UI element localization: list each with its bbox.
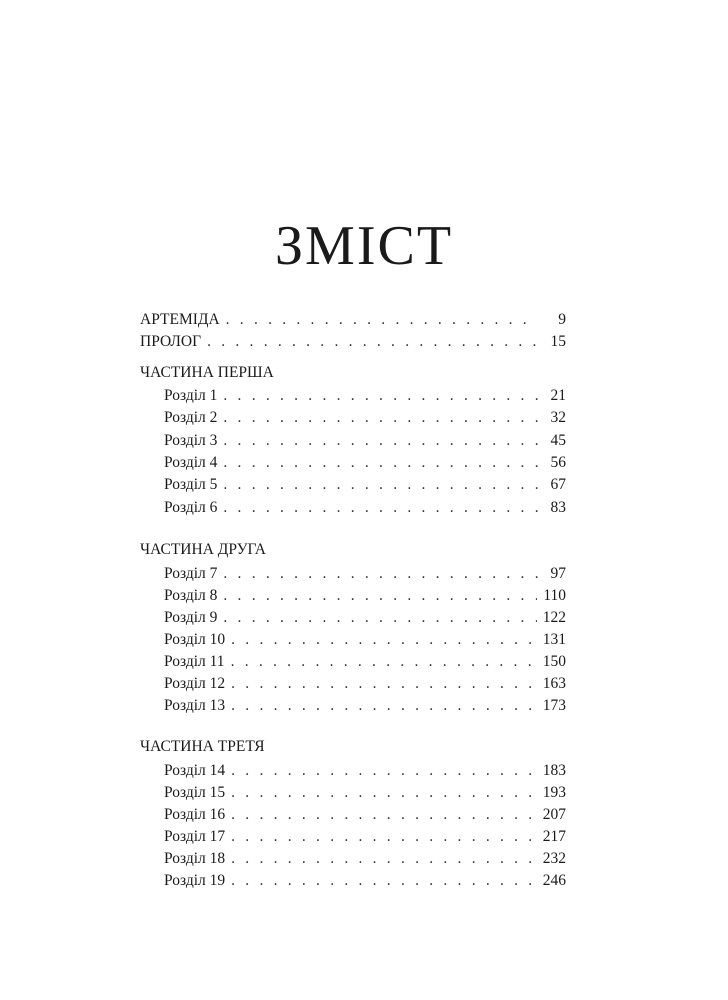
toc-entry-chapter-2[interactable] — [140, 407, 566, 429]
toc-entry-label: Розділ 6 — [164, 499, 218, 516]
toc-entry-label: Розділ 11 — [164, 653, 225, 670]
toc-entry-page: 45 — [550, 432, 566, 449]
dot-leader — [223, 563, 538, 585]
part-heading-3[interactable]: ЧАСТИНА ТРЕТЯ — [140, 738, 265, 755]
toc-entry-chapter-5[interactable] — [140, 474, 566, 496]
toc-entry-chapter-19[interactable] — [140, 870, 566, 892]
toc-entry-page: 150 — [542, 653, 566, 670]
dot-leader — [231, 673, 537, 695]
dot-leader — [231, 760, 537, 782]
toc-entry-label: Розділ 8 — [164, 587, 218, 604]
toc-entry-page: 183 — [542, 762, 566, 779]
toc-entry-page: 110 — [543, 587, 566, 604]
toc-entry-artemis[interactable] — [140, 309, 566, 331]
toc-entry-page: 232 — [542, 850, 566, 867]
toc-entry-label: Розділ 12 — [164, 675, 226, 692]
toc-entry-chapter-12[interactable] — [140, 673, 566, 695]
dot-leader — [223, 607, 536, 629]
dot-leader — [231, 651, 537, 673]
toc-entry-label: ПРОЛОГ — [140, 333, 202, 350]
toc-entry-page: 32 — [550, 409, 566, 426]
toc-entry-label: Розділ 17 — [164, 828, 226, 845]
toc-entry-chapter-3[interactable] — [140, 430, 566, 452]
toc-entry-label: Розділ 13 — [164, 697, 226, 714]
toc-entry-page: 15 — [550, 333, 566, 350]
dot-leader — [231, 848, 537, 870]
dot-leader — [231, 629, 537, 651]
toc-entry-chapter-18[interactable] — [140, 848, 566, 870]
toc-entry-chapter-14[interactable] — [140, 760, 566, 782]
toc-entry-label: Розділ 16 — [164, 806, 226, 823]
toc-entry-chapter-9[interactable] — [140, 607, 566, 629]
toc-entry-label: Розділ 15 — [164, 784, 226, 801]
dot-leader — [231, 695, 537, 717]
toc-entry-page: 217 — [542, 828, 566, 845]
dot-leader — [231, 782, 537, 804]
toc-entry-chapter-17[interactable] — [140, 826, 566, 848]
toc-entry-chapter-10[interactable] — [140, 629, 566, 651]
toc-entry-chapter-1[interactable] — [140, 385, 566, 407]
toc-entry-prologue[interactable] — [140, 331, 566, 353]
toc-entry-label: Розділ 18 — [164, 850, 226, 867]
toc-entry-label: Розділ 4 — [164, 454, 218, 471]
dot-leader — [223, 430, 538, 452]
toc-entry-label: Розділ 1 — [164, 387, 218, 404]
dot-leader — [231, 826, 537, 848]
part-heading-1[interactable]: ЧАСТИНА ПЕРША — [140, 364, 274, 381]
dot-leader — [223, 452, 538, 474]
dot-leader — [223, 385, 538, 407]
toc-entry-page: 131 — [542, 631, 566, 648]
toc-entry-page: 173 — [542, 697, 566, 714]
dot-leader — [223, 474, 538, 496]
toc-entry-chapter-4[interactable] — [140, 452, 566, 474]
toc-entry-label: Розділ 3 — [164, 432, 218, 449]
toc-entry-chapter-11[interactable] — [140, 651, 566, 673]
toc-entry-chapter-13[interactable] — [140, 695, 566, 717]
toc-entry-page: 9 — [558, 311, 566, 328]
toc-entry-label: Розділ 2 — [164, 409, 218, 426]
page-title: ЗМІСТ — [274, 215, 454, 277]
toc-entry-chapter-15[interactable] — [140, 782, 566, 804]
toc-entry-page: 122 — [542, 609, 566, 626]
toc-entry-page: 163 — [542, 675, 566, 692]
dot-leader — [207, 331, 538, 353]
toc-entry-label: Розділ 10 — [164, 631, 226, 648]
toc-entry-page: 246 — [542, 872, 566, 889]
toc-entry-label: Розділ 7 — [164, 565, 218, 582]
toc-entry-chapter-7[interactable] — [140, 563, 566, 585]
dot-leader — [223, 497, 538, 519]
toc-entry-label: Розділ 19 — [164, 872, 226, 889]
toc-entry-label: Розділ 9 — [164, 609, 218, 626]
toc-entry-page: 207 — [542, 806, 566, 823]
toc-entry-label: АРТЕМІДА — [140, 311, 220, 328]
toc-entry-chapter-16[interactable] — [140, 804, 566, 826]
toc-entry-page: 83 — [550, 499, 566, 516]
dot-leader — [223, 407, 538, 429]
toc-entry-label: Розділ 5 — [164, 476, 218, 493]
toc-entry-chapter-6[interactable] — [140, 497, 566, 519]
toc-entry-chapter-8[interactable] — [140, 585, 566, 607]
dot-leader — [231, 870, 537, 892]
toc-entry-page: 67 — [550, 476, 566, 493]
toc-entry-page: 193 — [542, 784, 566, 801]
dot-leader — [223, 585, 537, 607]
dot-leader — [231, 804, 537, 826]
dot-leader — [226, 309, 538, 331]
toc-entry-label: Розділ 14 — [164, 762, 226, 779]
part-heading-2[interactable]: ЧАСТИНА ДРУГА — [140, 541, 267, 558]
toc-entry-page: 21 — [550, 387, 566, 404]
toc-entry-page: 97 — [550, 565, 566, 582]
toc-entry-page: 56 — [550, 454, 566, 471]
